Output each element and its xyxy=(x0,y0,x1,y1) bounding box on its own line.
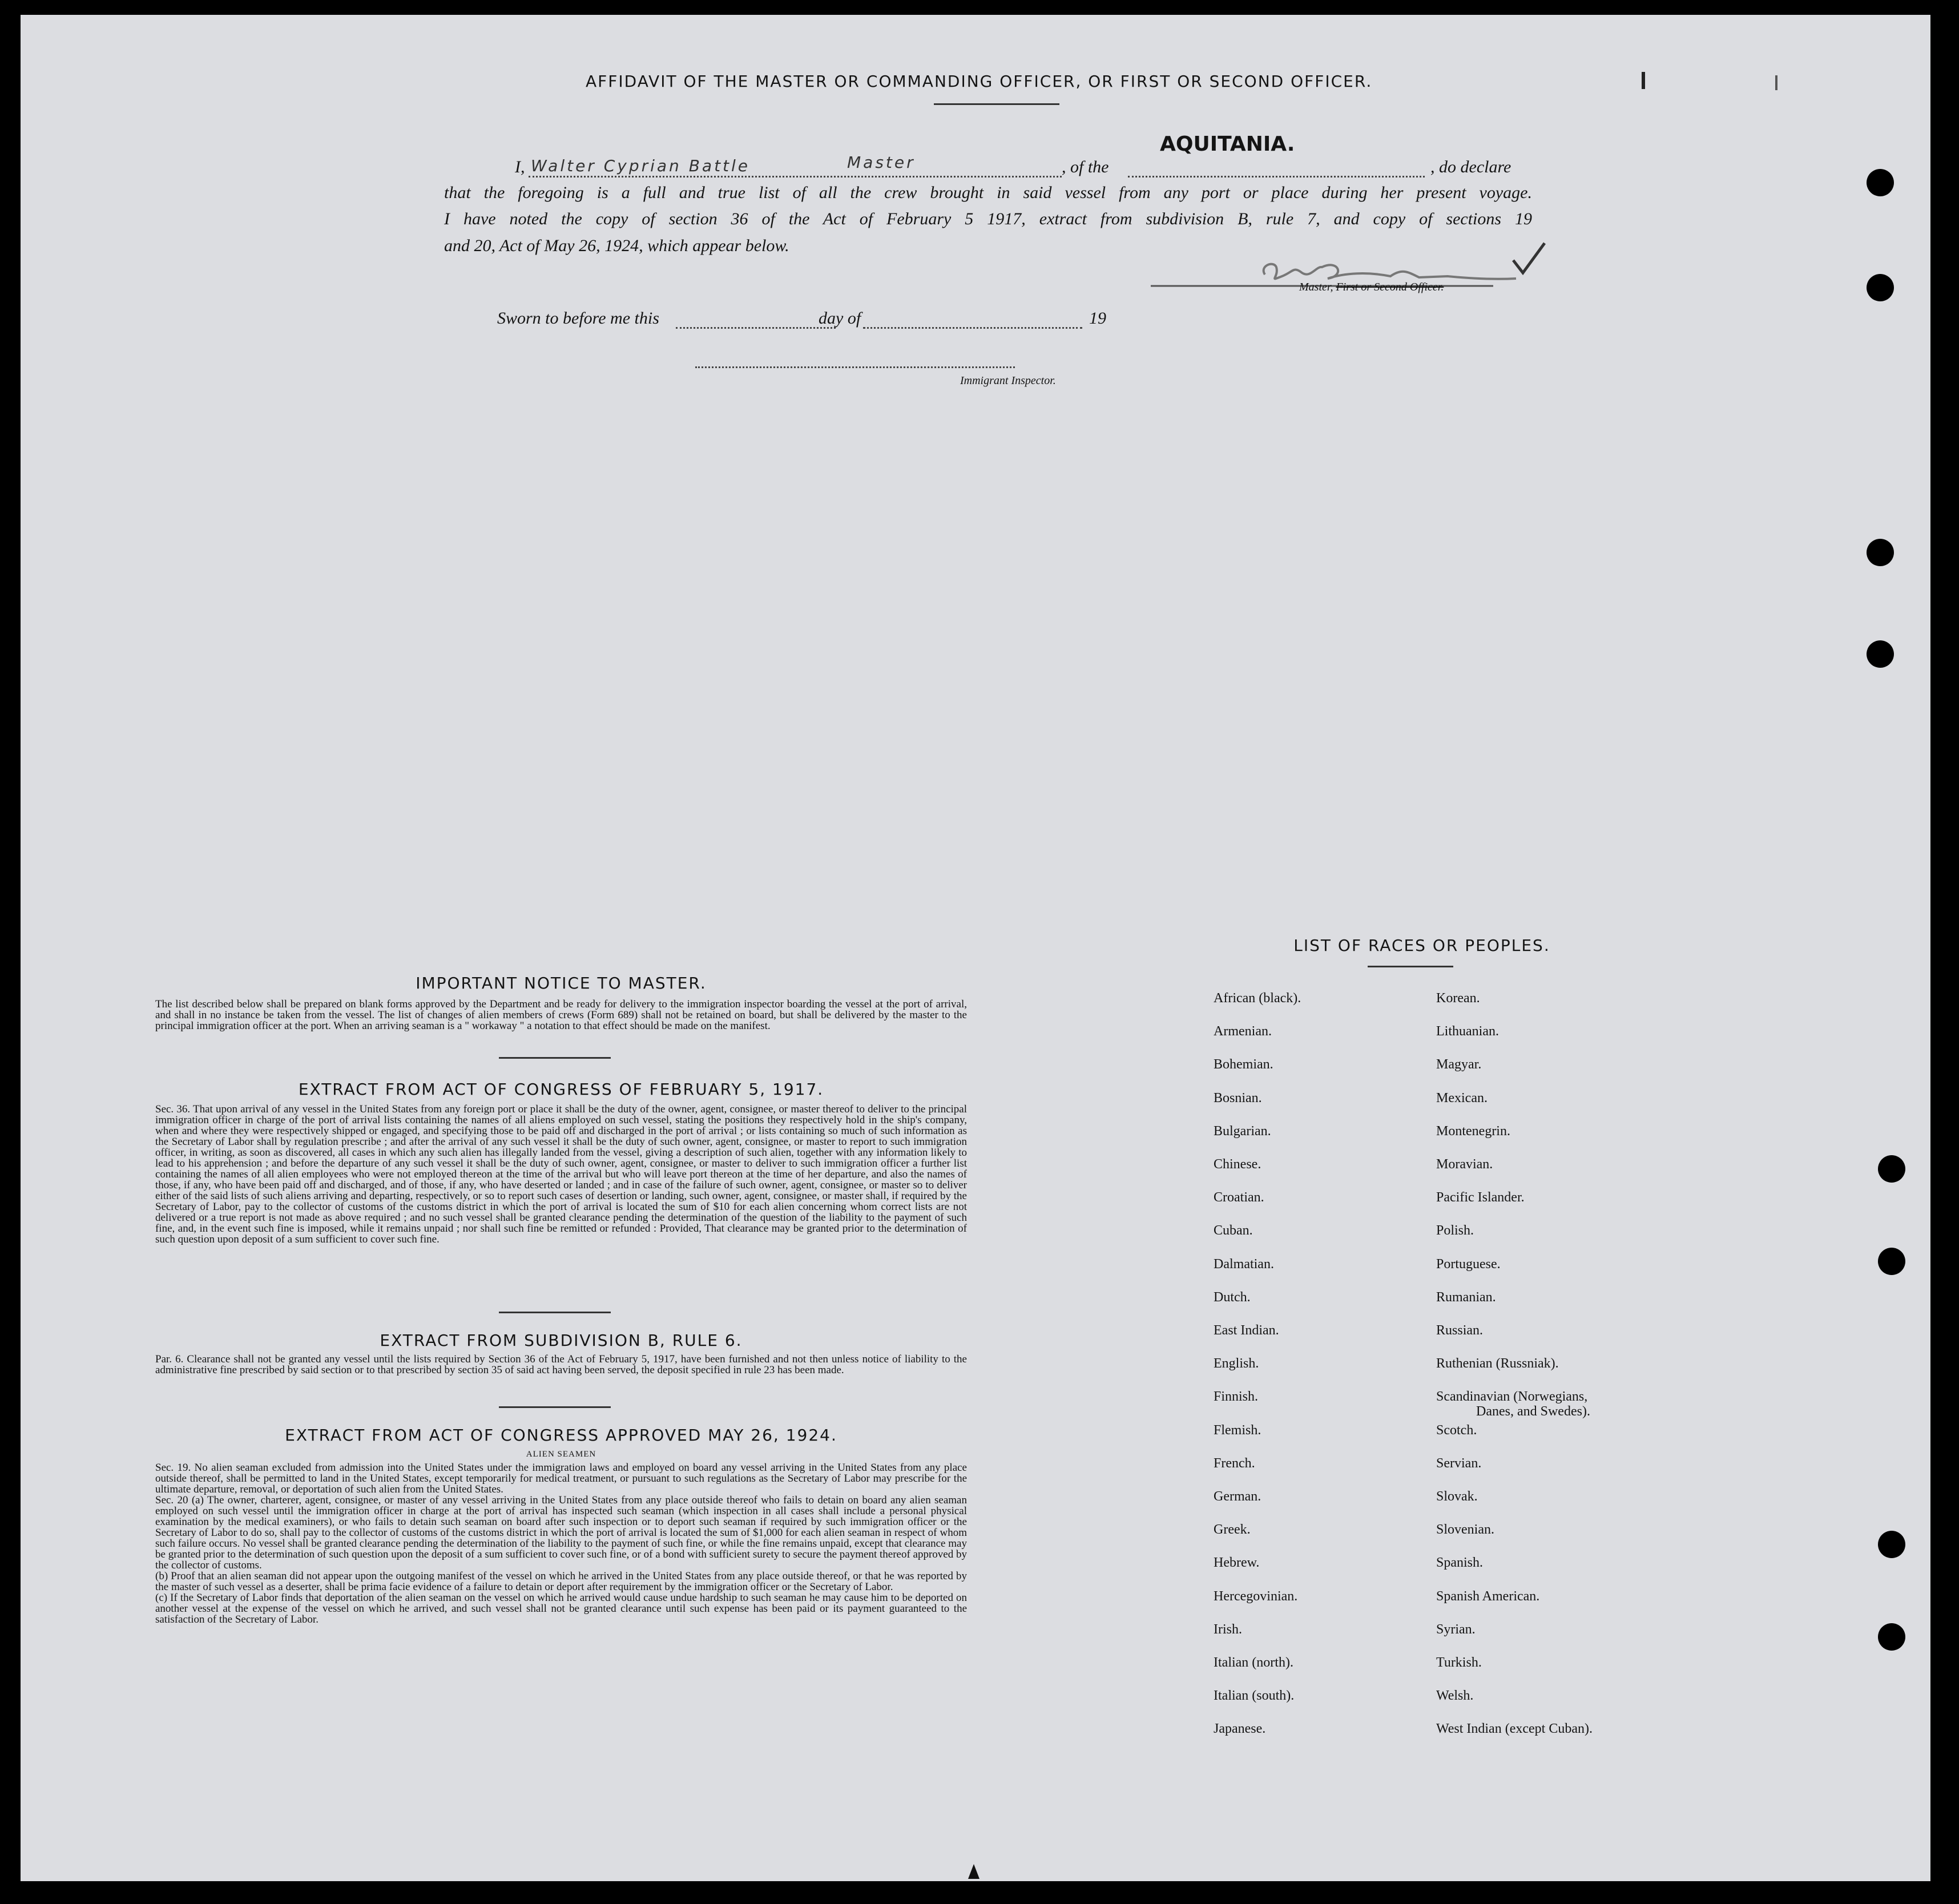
race-item: Syrian. xyxy=(1436,1622,1476,1637)
declaration-line-1 xyxy=(21,132,1930,180)
extract-1924-body xyxy=(155,1462,967,1625)
race-item: Montenegrin. xyxy=(1436,1124,1510,1139)
punch-hole xyxy=(1867,640,1894,668)
sworn-day-blank xyxy=(676,327,836,329)
race-item: Scotch. xyxy=(1436,1423,1477,1438)
race-item: Bohemian. xyxy=(1214,1057,1273,1072)
vessel-name: AQUITANIA. xyxy=(1160,132,1295,156)
punch-hole xyxy=(1867,539,1894,566)
punch-hole xyxy=(1878,1155,1905,1183)
race-item: English. xyxy=(1214,1356,1259,1371)
sworn-line xyxy=(21,309,1930,337)
signature-caption xyxy=(1299,281,1444,294)
race-item: Polish. xyxy=(1436,1223,1474,1238)
notice-body: The list described below shall be prepared on blank forms approved by the Department and be ready for delivery to the immigration inspector boarding the vessel at the port of arrival, and shall in no instance be taken from the vessel. The list of changes of alien members of crews (Form 689) shall not be retained on board, but shall be delivered by the master to the principal immigration officer at the port. When an arriving seaman is a " workaway " a notation to that effect should be made on the manifest. xyxy=(155,998,967,1032)
race-item: Magyar. xyxy=(1436,1057,1482,1072)
race-item: Russian. xyxy=(1436,1323,1484,1338)
race-item: Flemish. xyxy=(1214,1423,1261,1438)
race-item: Pacific Islander. xyxy=(1436,1190,1525,1205)
race-item: Japanese. xyxy=(1214,1721,1266,1736)
race-item: Korean. xyxy=(1436,991,1480,1006)
race-item: German. xyxy=(1214,1489,1261,1504)
race-item: Hebrew. xyxy=(1214,1555,1260,1570)
race-item: Portuguese. xyxy=(1436,1257,1501,1272)
punch-hole xyxy=(1878,1531,1905,1558)
race-item: Ruthenian (Russniak). xyxy=(1436,1356,1559,1371)
race-item: East Indian. xyxy=(1214,1323,1279,1338)
race-item: Mexican. xyxy=(1436,1091,1488,1106)
extract-1917-title: EXTRACT FROM ACT OF CONGRESS OF FEBRUARY 5, 1917. xyxy=(298,1080,824,1099)
do-declare-label: , do declare xyxy=(1430,158,1511,176)
subdivision-body: Par. 6. Clearance shall not be granted any vessel until the lists required by Section 36 of the Act of February 5, 1917, have been furnished and not then unless notice of liability to the administrative fine prescribed by said section or to that prescribed by section 35 of said act having been served, the deposit specified in rule 23 has been made. xyxy=(155,1353,967,1376)
extract-1924-subtitle: ALIEN SEAMEN xyxy=(526,1450,596,1459)
race-item: Slovak. xyxy=(1436,1489,1478,1504)
section-divider xyxy=(499,1057,611,1059)
section-divider xyxy=(499,1406,611,1408)
race-item: Chinese. xyxy=(1214,1157,1261,1172)
i-label: I, xyxy=(515,158,525,176)
race-item: Spanish. xyxy=(1436,1555,1484,1570)
race-item: Turkish. xyxy=(1436,1655,1482,1670)
master-name-handwritten: Walter Cyprian Battle xyxy=(531,156,751,175)
race-item: Bulgarian. xyxy=(1214,1124,1271,1139)
race-item: Finnish. xyxy=(1214,1389,1259,1404)
caption-master: Master, xyxy=(1299,281,1333,293)
scan-mark xyxy=(1642,72,1645,89)
race-item: Moravian. xyxy=(1436,1157,1493,1172)
extract-1924-title: EXTRACT FROM ACT OF CONGRESS APPROVED MAY 26, 1924. xyxy=(285,1426,837,1445)
sworn-prefix: Sworn to before me this xyxy=(497,309,659,328)
sec-19-paragraph: Sec. 19. No alien seaman excluded from admission into the United States under the immigration laws and employed on board any vessel arriving in the United States from any place outside thereof, shall be permitted to land in the United States, except temporarily for medical treatment, or pursuant to such regulations as the Secretary of Labor may prescribe for the ultimate departure, removal, or deportation of such alien from the United States. xyxy=(155,1462,967,1495)
sec-20b-paragraph: (b) Proof that an alien seaman did not appear upon the outgoing manifest of the vessel on which he arrived in the United States from any place outside thereof, or that he was reported by the master of such vessel as a deserter, shall be prima facie evidence of a failure to detain or deport after requirement by the immigration officer or the Secretary of Labor. xyxy=(155,1570,967,1593)
declaration-line-4: and 20, Act of May 26, 1924, which appear below. xyxy=(444,236,789,255)
declaration-line-2: that the foregoing is a full and true list of all the crew brought in said vessel from any port or place during her present voyage. xyxy=(444,183,1532,202)
caption-struck-officer: First or Second Officer. xyxy=(1336,281,1444,293)
sworn-day-label: day of xyxy=(819,309,861,328)
race-item: Bosnian. xyxy=(1214,1091,1262,1106)
sworn-month-blank xyxy=(863,327,1082,329)
of-the-label: , of the xyxy=(1062,158,1109,176)
race-item: Armenian. xyxy=(1214,1024,1272,1039)
scan-mark xyxy=(968,1864,980,1879)
races-title: LIST OF RACES OR PEOPLES. xyxy=(1293,936,1550,955)
name-blank xyxy=(529,176,1062,178)
race-item: Slovenian. xyxy=(1436,1522,1494,1537)
subdivision-title: EXTRACT FROM SUBDIVISION B, RULE 6. xyxy=(380,1331,743,1350)
race-item: Hercegovinian. xyxy=(1214,1589,1298,1604)
punch-hole xyxy=(1878,1623,1905,1651)
race-item: Dalmatian. xyxy=(1214,1257,1274,1272)
race-item: African (black). xyxy=(1214,991,1301,1006)
race-item: Welsh. xyxy=(1436,1688,1474,1703)
races-title-divider xyxy=(1368,966,1453,967)
punch-hole xyxy=(1867,274,1894,301)
declaration-line-3: I have noted the copy of section 36 of the Act of February 5 1917, extract from subdivision B, rule 7, and copy of sections 19 xyxy=(444,209,1532,228)
inspector-caption: Immigrant Inspector. xyxy=(960,374,1056,387)
section-divider xyxy=(499,1312,611,1313)
scan-mark xyxy=(1775,75,1777,90)
affidavit-title: AFFIDAVIT OF THE MASTER OR COMMANDING OFFICER, OR FIRST OR SECOND OFFICER. xyxy=(586,72,1373,91)
race-item: Croatian. xyxy=(1214,1190,1264,1205)
race-item: Cuban. xyxy=(1214,1223,1253,1238)
race-item: Spanish American. xyxy=(1436,1589,1540,1604)
race-item: French. xyxy=(1214,1456,1255,1471)
race-item: Rumanian. xyxy=(1436,1290,1496,1305)
sec-20c-paragraph: (c) If the Secretary of Labor finds that deportation of the alien seaman on the vessel on which he arrived would cause undue hardship to such seaman he may cause him to be deported on another vessel at the expense of the vessel on which he arrived, and such vessel shall not be granted clearance until such expense has been paid or its payment guaranteed to the satisfaction of the Secretary of Labor. xyxy=(155,1592,967,1625)
document-page xyxy=(21,15,1930,1881)
race-item: Irish. xyxy=(1214,1622,1242,1637)
race-item: Dutch. xyxy=(1214,1290,1251,1305)
sec-20a-paragraph: Sec. 20 (a) The owner, charterer, agent, consignee, or master of any vessel arriving in the United States from any place outside thereof who fails to detain on board any alien seaman employed on such vessel until the immigration officer in charge at the port of arrival has inspected such seaman (which inspection in all cases shall include a personal physical examination by the medical examiners), or who fails to detain such seaman on board after such inspection or to deport such seaman if required by such immigration officer or the Secretary of Labor to do so, shall pay to the collector of customs of the customs district in which the port of arrival is located the sum of $1,000 for each alien seaman in respect of whom such failure occurs. No vessel shall be granted clearance pending the determination of the liability to the payment of such fine, or while the fine remains unpaid, except that clearance may be granted prior to the determination of such question upon the deposit of a sum sufficient to cover such fine, or of a bond with sufficient surety to secure the payment thereof approved by the collector of customs. xyxy=(155,1494,967,1571)
race-item: Servian. xyxy=(1436,1456,1482,1471)
vessel-blank xyxy=(1128,176,1425,178)
race-item: Italian (north). xyxy=(1214,1655,1293,1670)
race-item: Greek. xyxy=(1214,1522,1251,1537)
notice-title: IMPORTANT NOTICE TO MASTER. xyxy=(416,974,707,993)
race-item: West Indian (except Cuban). xyxy=(1436,1721,1593,1736)
title-divider xyxy=(934,103,1059,105)
inspector-signature-blank xyxy=(695,366,1015,368)
race-item: Lithuanian. xyxy=(1436,1024,1499,1039)
rank-handwritten: Master xyxy=(847,153,916,172)
punch-hole xyxy=(1878,1248,1905,1275)
sworn-year: 19 xyxy=(1089,309,1106,328)
extract-1917-body: Sec. 36. That upon arrival of any vessel in the United States from any foreign port or place it shall be the duty of the owner, agent, consignee, or master thereof to deliver to the principal immigration officer in charge of the port of arrival lists containing the names of all aliens employed on such vessel, stating the positions they respectively hold in the ship's company, when and where they were respectively shipped or engaged, and specifying those to be paid off and discharged in the port of arrival ; or lists containing so much of such information as the Secretary of Labor shall by regulation prescribe ; and after the arrival of any such vessel it shall be the duty of such owner, agent, consignee, or master to report to such immigration officer, in writing, as soon as discovered, all cases in which any such alien has illegally landed from the vessel, giving a description of such alien, together with any information likely to lead to his apprehension ; and before the departure of any such vessel it shall be the duty of such owner, agent, consignee, or master to deliver to such immigration officer a further list containing the names of all alien employees who were not employed thereon at the time of the arrival but who will leave port thereon at the time of her departure, and also the names of those, if any, who have been paid off and discharged, and of those, if any, who have deserted or landed ; and in case of the failure of such owner, agent, consignee, or master so to deliver either of the said lists of such aliens arriving and departing, respectively, or so to report such cases of desertion or landing, such owner, agent, consignee, or master shall, if required by the Secretary of Labor, pay to the collector of customs of the customs district in which the port of arrival is located the sum of $10 for each alien concerning whom correct lists are not delivered or a true report is not made as above required ; and no such vessel shall be granted clearance pending the determination of the question of the liability to the payment of such fine, and, in the event such fine is imposed, while it remains unpaid ; nor shall such fine be remitted or refunded : Provided, That clearance may be granted prior to the determination of such question upon deposit of a sum sufficient to cover such fine. xyxy=(155,1103,967,1245)
race-item: Italian (south). xyxy=(1214,1688,1295,1703)
race-item: Scandinavian (Norwegians, xyxy=(1436,1389,1588,1404)
race-item-continuation: Danes, and Swedes). xyxy=(1476,1404,1590,1419)
